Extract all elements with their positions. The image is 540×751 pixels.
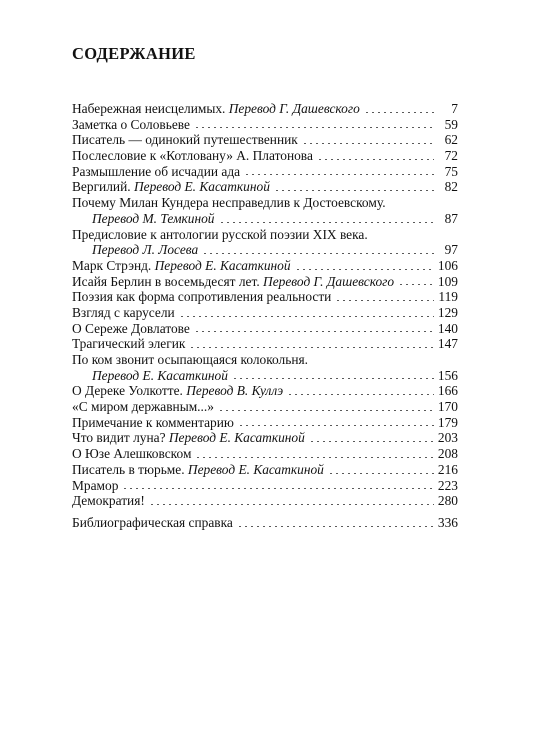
toc-entry-line [72,227,458,243]
toc-page-number: 170 [437,399,458,415]
toc-dot-leader [274,190,434,191]
toc-entry-title-text: Исайя Берлин в восемьдесят лет. [72,273,264,289]
toc-entry-title [72,101,360,117]
toc-entry-title-text: Набережная неисцелимых. [72,101,229,116]
toc-dot-leader [149,504,434,505]
toc-dot-leader [317,159,434,160]
toc-entry-title [92,242,198,258]
toc-entry-title-text: Предисловие к антологии русской поэзии XIX века. [72,226,368,242]
toc-entry [72,117,458,133]
toc-entry [72,132,458,148]
toc-entry-line [72,274,458,290]
toc-entry-title [72,515,233,531]
toc-entry-title-text: Писатель — одинокий путешественник [72,132,298,148]
toc-entry [72,478,458,494]
toc-entry-title-text: Взгляд с карусели [72,304,175,320]
toc-dot-leader [238,425,434,426]
toc-entry-line [72,352,458,368]
toc-entry-title [72,446,191,462]
toc-dot-leader [309,441,434,442]
toc-entry-title-text: Мрамор [72,477,119,493]
toc-entry-line [72,399,458,415]
toc-entry-line [72,415,458,431]
toc-entry-translator: Перевод Г. Дашевского [228,101,360,116]
toc-entry [72,227,458,258]
toc-entry [72,274,458,290]
toc-dot-leader [244,174,434,175]
table-of-contents [72,101,458,531]
toc-dot-leader [189,347,434,348]
toc-dot-leader [179,316,434,317]
toc-entry-title-text: О Дереке Уолкотте. [72,383,187,399]
toc-entry [72,462,458,478]
toc-page-number: 75 [444,163,458,179]
toc-entry-title [72,462,324,478]
toc-dot-leader [295,269,434,270]
toc-entry [72,148,458,164]
toc-page-number: 106 [437,257,458,273]
toc-dot-leader [328,473,434,474]
toc-page-number: 223 [437,477,458,493]
toc-entry [72,399,458,415]
toc-dot-leader [364,112,434,113]
toc-dot-leader [219,222,435,223]
toc-entry-translator: Перевод Л. Лосева [92,242,199,258]
toc-entry-title-text: Вергилий. [72,179,134,195]
toc-entry [72,179,458,195]
toc-entry [72,164,458,180]
toc-entry-line [72,179,458,195]
toc-entry-title [72,227,368,243]
toc-entry-title-text: Что видит луна? [72,430,169,446]
toc-entry-title-text: Примечание к комментарию [72,414,234,430]
toc-entry-title-text: Писатель в тюрьме. [72,461,188,477]
toc-entry-title [72,336,185,352]
toc-entry-title [72,383,283,399]
toc-entry [72,415,458,431]
toc-entry-title [72,321,190,337]
toc-entry-line [72,101,458,117]
toc-entry-title [72,289,331,305]
toc-entry [72,493,458,509]
toc-page-number: 82 [444,179,458,195]
toc-entry-title-text: Демократия! [72,493,145,509]
toc-entry-title [72,258,291,274]
toc-entry-line [72,117,458,133]
toc-entry-line [72,383,458,399]
toc-entry-title-text: Марк Стрэнд. [72,257,155,273]
toc-entry-title [72,148,313,164]
toc-page-number: 119 [438,289,458,305]
toc-page-number: 336 [437,514,458,530]
toc-entry-line [72,132,458,148]
toc-entry-continuation [72,211,458,227]
toc-dot-leader [122,488,433,489]
toc-page-number: 62 [444,132,458,148]
toc-entry [72,258,458,274]
toc-dot-leader [335,300,434,301]
toc-entry [72,446,458,462]
toc-entry-line [72,148,458,164]
toc-page-number: 59 [444,116,458,132]
toc-entry-line [72,258,458,274]
toc-entry-continuation [72,242,458,258]
toc-entry-line [72,164,458,180]
toc-entry-translator: Перевод Е. Касаткиной [133,179,270,195]
toc-entry-title [72,179,270,195]
toc-entry [72,305,458,321]
toc-entry [72,336,458,352]
toc-page-number: 156 [437,367,458,383]
toc-page-number: 72 [444,148,458,164]
toc-page-number: 109 [437,273,458,289]
toc-entry [72,430,458,446]
toc-entry-title-text: О Юзе Алешковском [72,446,192,462]
toc-dot-leader [287,394,434,395]
toc-page-number: 208 [437,446,458,462]
toc-page-number: 179 [437,414,458,430]
toc-entry-line [72,493,458,509]
toc-entry-title-text: Поэзия как форма сопротивления реальности [72,289,332,305]
toc-entry-title [72,117,190,133]
toc-entry-title [72,195,386,211]
toc-entry-title-text: По ком звонит осыпающаяся колокольня. [72,352,309,367]
toc-entry-line [72,195,458,211]
toc-dot-leader [218,410,434,411]
toc-entry-line [72,446,458,462]
toc-dot-leader [195,457,433,458]
toc-entry-translator: Перевод В. Куллэ [186,383,284,399]
toc-entry [72,352,458,383]
toc-entry [72,515,458,531]
toc-entry-title [72,305,175,321]
toc-entry-line [72,430,458,446]
toc-dot-leader [398,284,434,285]
toc-dot-leader [202,253,434,254]
toc-dot-leader [194,331,434,332]
toc-entry [72,101,458,117]
toc-page-number: 87 [444,210,458,226]
toc-entry-title [72,399,214,415]
toc-entry-title-text: О Сереже Довлатове [72,320,190,336]
toc-entry-line [72,462,458,478]
toc-entry-line [72,289,458,305]
toc-entry-title-text: Заметка о Соловьеве [72,116,190,132]
toc-entry-title-text: Библиографическая справка [72,514,233,530]
toc-entry-title [72,274,394,290]
toc-entry-translator: Перевод Е. Касаткиной [154,257,291,273]
toc-entry-title [92,368,228,384]
toc-dot-leader [302,143,434,144]
toc-entry-translator: Перевод М. Темкиной [92,210,215,226]
toc-page-number: 166 [437,383,458,399]
toc-entry [72,289,458,305]
toc-entry-line [72,515,458,531]
toc-entry-title-text: Трагический элегик [72,336,186,352]
toc-entry [72,383,458,399]
toc-entry-title [72,164,240,180]
toc-page-number: 97 [444,242,458,258]
toc-dot-leader [194,127,434,128]
toc-entry-title [72,493,145,509]
toc-entry-title [72,430,305,446]
toc-entry-title-text: Послесловие к «Котловану» А. Платонова [72,148,313,164]
toc-entry-translator: Перевод Е. Касаткиной [187,461,324,477]
toc-page-number: 147 [437,336,458,352]
toc-page-number: 216 [437,461,458,477]
toc-entry [72,195,458,226]
toc-entry-line [72,321,458,337]
toc-entry-title [72,478,118,494]
toc-entry-translator: Перевод Г. Дашевского [263,273,395,289]
toc-entry-line [72,336,458,352]
toc-entry [72,321,458,337]
toc-entry-title [72,415,234,431]
toc-entry-translator: Перевод Е. Касаткиной [92,367,228,383]
toc-entry-title-text: Размышление об исчадии ада [72,163,241,179]
toc-dot-leader [237,526,434,527]
toc-page-number: 140 [437,320,458,336]
toc-entry-title-text: «С миром державным...» [72,399,214,415]
toc-entry-line [72,478,458,494]
toc-entry-title [72,132,298,148]
toc-page-number: 129 [437,304,458,320]
toc-page-number: 203 [437,430,458,446]
toc-entry-line [72,305,458,321]
toc-entry-title [92,211,215,227]
toc-entry-continuation [72,368,458,384]
page-title: СОДЕРЖАНИЕ [72,44,196,63]
toc-dot-leader [232,378,434,379]
toc-entry-title [72,352,308,368]
toc-entry-title-text: Почему Милан Кундера несправедлив к Достоевскому. [72,195,386,211]
toc-page-number: 280 [437,493,458,509]
toc-page-number: 7 [451,101,458,116]
toc-entry-translator: Перевод Е. Касаткиной [168,430,305,446]
